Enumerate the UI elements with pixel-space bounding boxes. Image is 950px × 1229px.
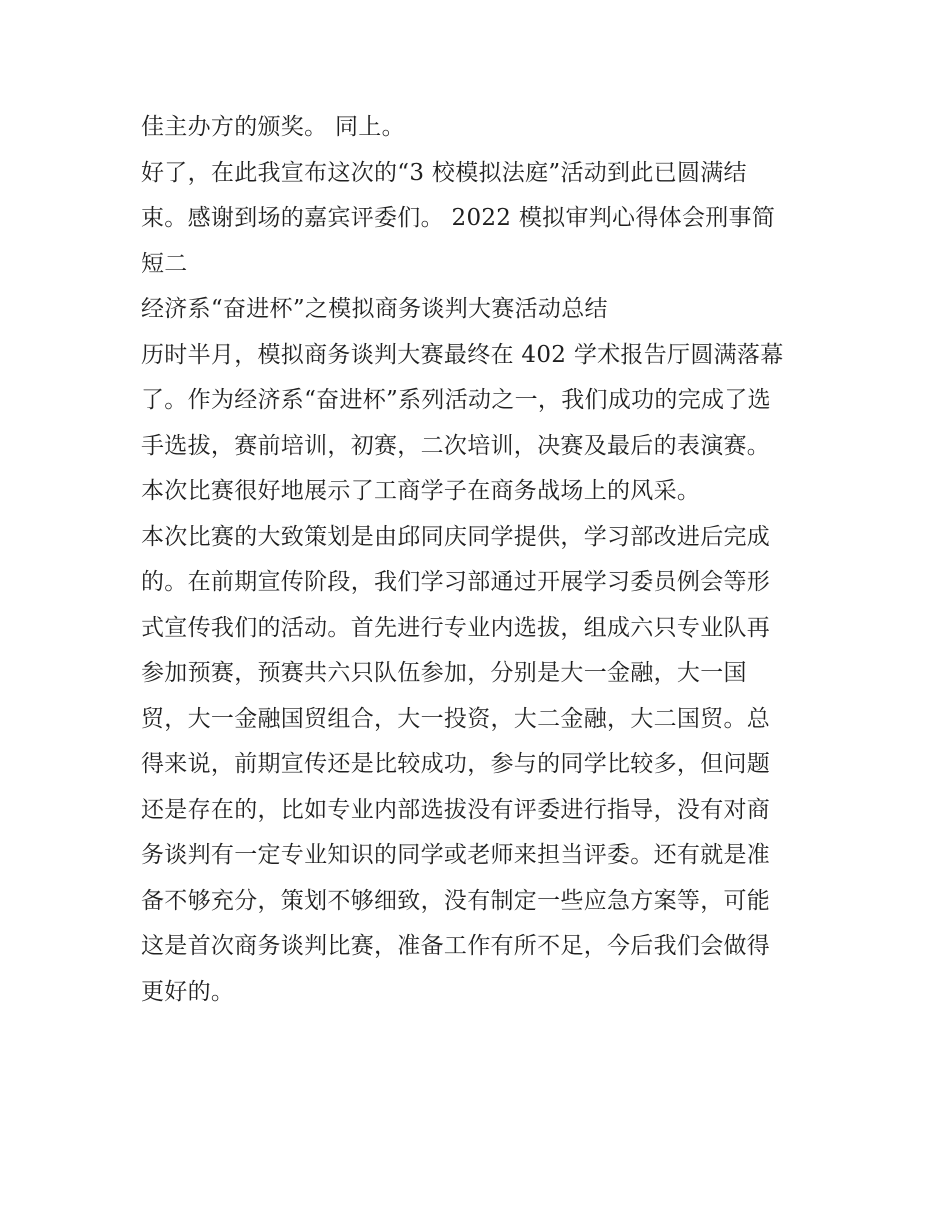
text-line: 务谈判有一定专业知识的同学或老师来担当评委。还有就是准 xyxy=(141,842,771,868)
text-line: 这是首次商务谈判比赛，准备工作有所不足，今后我们会做得 xyxy=(141,933,771,959)
text-line: 更好的。 xyxy=(141,978,235,1005)
text-line: 好了，在此我宣布这次的“3 校模拟法庭”活动到此已圆满结 xyxy=(141,159,747,186)
text-line: 佳主办方的颁奖。 同上。 xyxy=(141,114,405,140)
document-body xyxy=(141,105,821,1015)
text-line: 得来说，前期宣传还是比较成功，参与的同学比较多，但问题 xyxy=(141,751,771,777)
text-line: 还是存在的，比如专业内部选拔没有评委进行指导，没有对商 xyxy=(141,796,771,823)
text-line: 本次比赛很好地展示了工商学子在商务战场上的风采。 xyxy=(141,478,701,504)
text-line: 参加预赛，预赛共六只队伍参加，分别是大一金融，大一国 xyxy=(141,660,747,686)
text-line: 束。感谢到场的嘉宾评委们。 2022 模拟审判心得体会刑事简 xyxy=(141,205,776,231)
text-line: 贸，大一金融国贸组合，大一投资，大二金融，大二国贸。总 xyxy=(141,705,771,732)
text-line: 短二 xyxy=(141,250,188,277)
text-line: 的。在前期宣传阶段，我们学习部通过开展学习委员例会等形 xyxy=(141,569,771,595)
text-line: 备不够充分，策划不够细致，没有制定一些应急方案等，可能 xyxy=(141,887,771,914)
text-line: 了。作为经济系“奋进杯”系列活动之一，我们成功的完成了选 xyxy=(141,387,771,413)
text-line: 历时半月，模拟商务谈判大赛最终在 402 学术报告厅圆满落幕 xyxy=(141,341,784,368)
text-line: 式宣传我们的活动。首先进行专业内选拔，组成六只专业队再 xyxy=(141,614,771,641)
text-line: 本次比赛的大致策划是由邱同庆同学提供，学习部改进后完成 xyxy=(141,523,771,550)
text-line: 手选拔，赛前培训，初赛，二次培训，决赛及最后的表演赛。 xyxy=(141,432,771,459)
section-title: 经济系“奋进杯”之模拟商务谈判大赛活动总结 xyxy=(141,296,608,322)
